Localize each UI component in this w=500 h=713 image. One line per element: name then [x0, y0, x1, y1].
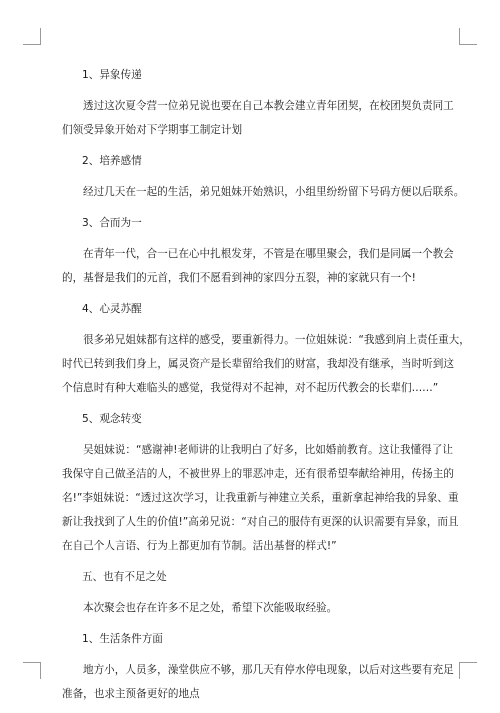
- body-paragraph: [62, 596, 442, 620]
- corner-mark-top-right-v: [459, 28, 460, 45]
- section-heading: 4、心灵苏醒: [82, 303, 142, 315]
- paragraph-line: 在自己个人言语、行为上都更加有节制。活出基督的样式!”: [62, 540, 337, 552]
- paragraph-line: 透过这次夏令营一位弟兄说也要在自己本教会建立青年团契，在校团契负责同工: [83, 100, 454, 112]
- paragraph-line: 的，基督是我们的元首，我们不愿看到神的家四分五裂，神的家就只有一个!: [62, 272, 416, 284]
- corner-mark-top-right-h: [459, 44, 477, 45]
- paragraph-line: 在青年一代，合一已在心中扎根发芽，不管是在哪里聚会，我们是同属一个教会: [83, 248, 454, 260]
- corner-mark-bottom-left-h: [23, 662, 41, 663]
- paragraph-line: 我保守自己做圣洁的人，不被世界上的罪恶冲走，还有很希望奉献给神用，传扬主的: [62, 468, 454, 480]
- paragraph-line: 时代已转到我们身上，属灵资产是长辈留给我们的财富，我却没有继承，当时听到这: [62, 358, 454, 370]
- body-paragraph: [62, 94, 454, 142]
- body-paragraph: [62, 658, 454, 706]
- paragraph-line: 经过几天在一起的生活，弟兄姐妹开始熟识，小组里纷纷留下号码方便以后联系。: [83, 186, 465, 198]
- body-paragraph: [62, 328, 470, 400]
- paragraph-line: 地方小，人员多，澡堂供应不够，那几天有停水停电现象，以后对这些要有充足: [83, 664, 454, 676]
- section-heading: 2、培养感情: [82, 155, 142, 167]
- body-paragraph: [62, 438, 459, 558]
- section-heading: 1、异象传递: [82, 69, 142, 81]
- document-body: [62, 63, 470, 713]
- section-heading: 5、观念转变: [82, 413, 142, 425]
- paragraph-line: 本次聚会也存在许多不足之处，希望下次能吸取经验。: [83, 602, 338, 614]
- paragraph-line: 准备，也求主预备更好的地点: [62, 688, 200, 700]
- corner-mark-top-left-v: [40, 28, 41, 45]
- paragraph-line: 很多弟兄姐妹都有这样的感受，要重新得力。一位姐妹说：“我感到肩上责任重大，: [83, 334, 470, 346]
- section-heading: 3、合而为一: [82, 217, 142, 229]
- paragraph-line: 吴姐妹说：“感谢神!老师讲的让我明白了好多，比如婚前教育。这让我懂得了让: [83, 444, 453, 456]
- body-paragraph: [62, 180, 465, 204]
- section-heading: 五、也有不足之处: [82, 571, 167, 583]
- corner-mark-bottom-left-v: [40, 662, 41, 679]
- paragraph-line: 名!”李姐妹说：“透过这次学习，让我重新与神建立关系，重新拿起神给我的异象、重: [62, 492, 459, 504]
- corner-mark-bottom-right-h: [459, 662, 477, 663]
- paragraph-line: 个信息时有种大难临头的感觉，我觉得对不起神，对不起历代教会的长辈们……”: [62, 382, 439, 394]
- paragraph-line: 们领受异象开始对下学期事工制定计划: [62, 124, 243, 136]
- corner-mark-top-left-h: [23, 44, 41, 45]
- paragraph-line: 新让我找到了人生的价值!”高弟兄说：“对自己的服侍有更深的认识需要有异象，而且: [62, 516, 459, 528]
- section-heading: 1、生活条件方面: [82, 633, 163, 645]
- body-paragraph: [62, 242, 454, 290]
- corner-mark-bottom-right-v: [459, 662, 460, 679]
